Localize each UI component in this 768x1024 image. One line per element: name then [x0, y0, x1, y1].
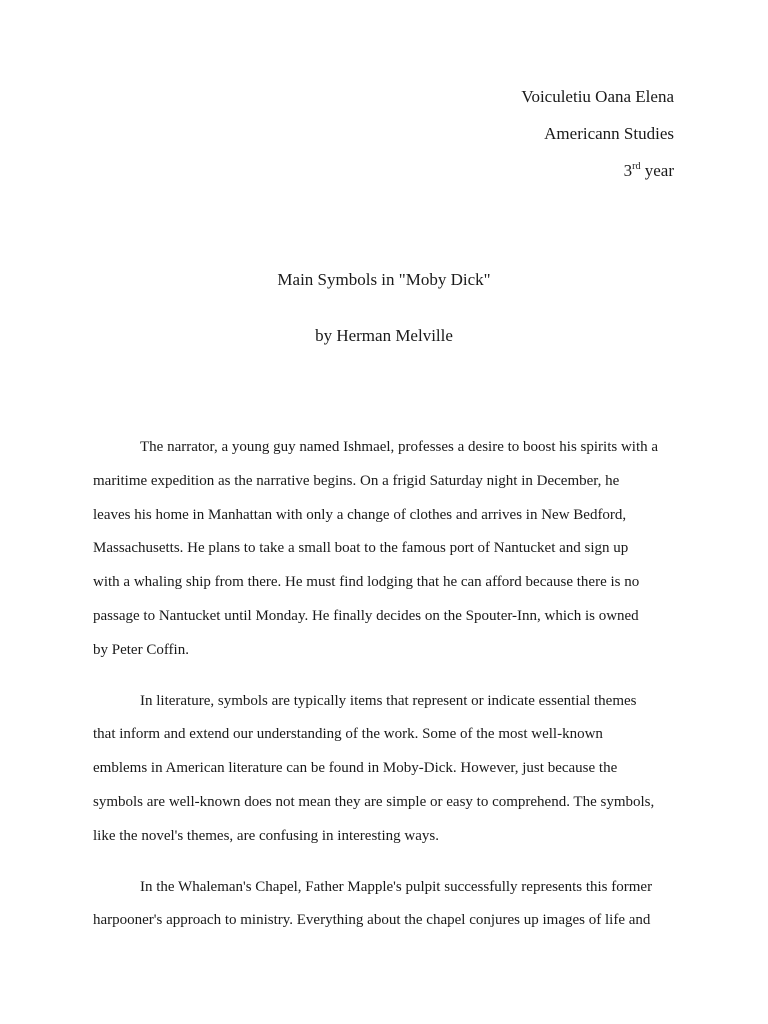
- paragraph-line: maritime expedition as the narrative begins. On a frigid Saturday night in December, he: [93, 472, 620, 489]
- paragraph-line: with a whaling ship from there. He must find lodging that he can afford because there is no: [93, 574, 640, 591]
- document-title-block: [0, 269, 768, 381]
- paragraph-line: In the Whaleman's Chapel, Father Mapple's pulpit successfully represents this former: [140, 878, 653, 895]
- paragraph-line: that inform and extend our understanding of the work. Some of the most well-known: [93, 726, 603, 743]
- paragraph-line: Massachusetts. He plans to take a small boat to the famous port of Nantucket and sign up: [93, 540, 629, 557]
- document-byline: by Herman Melville: [315, 326, 453, 345]
- paragraph-line: harpooner's approach to ministry. Everything about the chapel conjures up images of life and: [93, 912, 651, 929]
- study-year: [521, 160, 674, 197]
- department-name: Americann Studies: [544, 124, 674, 143]
- paragraph-1: [93, 436, 677, 673]
- document-title: Main Symbols in "Moby Dick": [277, 270, 491, 289]
- paragraph-line: symbols are well-known does not mean they are simple or easy to comprehend. The symbols,: [93, 793, 655, 810]
- paragraph-line: passage to Nantucket until Monday. He finally decides on the Spouter-Inn, which is owned: [93, 607, 639, 624]
- paragraph-line: like the novel's themes, are confusing in interesting ways.: [93, 827, 439, 844]
- paragraph-line: by Peter Coffin.: [93, 641, 189, 658]
- year-suffix: rd: [632, 161, 641, 172]
- paragraph-3: [93, 876, 677, 944]
- author-header: [521, 86, 674, 197]
- year-number: 3: [623, 161, 633, 180]
- body-text: [93, 436, 677, 960]
- paragraph-line: In literature, symbols are typically items that represent or indicate essential themes: [140, 692, 637, 709]
- paragraph-2: [93, 690, 677, 859]
- author-name: Voiculetiu Oana Elena: [521, 87, 674, 106]
- paragraph-line: The narrator, a young guy named Ishmael, professes a desire to boost his spirits with a: [140, 439, 659, 455]
- paragraph-line: leaves his home in Manhattan with only a change of clothes and arrives in New Bedford,: [93, 506, 627, 523]
- year-word: year: [644, 161, 674, 180]
- paragraph-line: emblems in American literature can be found in Moby-Dick. However, just because the: [93, 760, 618, 777]
